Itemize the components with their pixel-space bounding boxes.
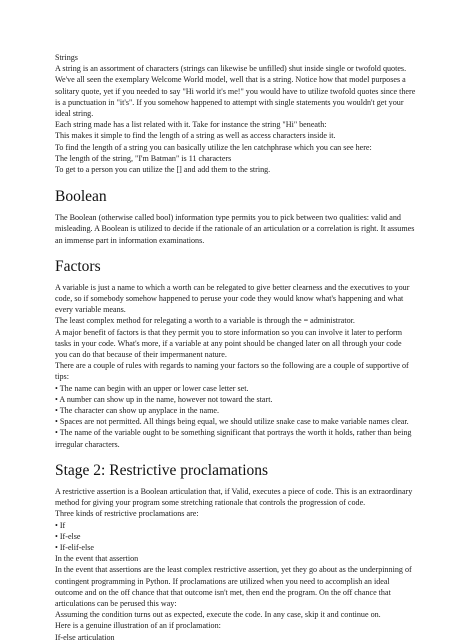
text-line: The length of the string, "I'm Batman" is 11 characters: [55, 153, 232, 163]
text-line: The Boolean (otherwise called bool) information type permits you to pick between two qualities: valid and: [55, 213, 401, 223]
text-line: ideal string.: [55, 109, 94, 119]
text-line: • If-elif-else: [55, 542, 95, 552]
text-line: tasks in your code. What's more, if a variable at any point should be changed later on all through your code: [55, 338, 402, 348]
text-line: articulations can be perused this way:: [55, 598, 177, 608]
text-line: contingent programming in Python. If proclamations are utilized when you need to accomplish an ideal: [55, 576, 390, 586]
strings-section: [55, 52, 425, 175]
text-line: A string is an assortment of characters (strings can likewise be unfilled) shut inside single or twofold quotes.: [55, 64, 407, 74]
boolean-heading: Boolean: [55, 188, 107, 206]
text-line: In the event that assertions are the least complex restrictive assertion, yet they go about as the underpinning of: [55, 565, 412, 575]
text-line: The least complex method for relegating a worth to a variable is through the = administrator.: [55, 316, 355, 326]
factors-heading: Factors: [55, 257, 101, 275]
stage2-body: [55, 486, 425, 643]
text-line: • Spaces are not permitted. All things being equal, we should utilize snake case to make variable names clear.: [55, 417, 409, 427]
factors-body: [55, 282, 425, 450]
text-line: code, so if somebody somehow happened to peruse your code they would know what's happening and what: [55, 294, 404, 304]
text-line: • If: [55, 520, 66, 530]
text-line: an immense part in information examinations.: [55, 235, 205, 245]
text-line: irregular characters.: [55, 439, 120, 449]
text-line: misleading. A Boolean is utilized to decide if the rationale of an articulation or a correlation is right. It assumes: [55, 224, 415, 234]
text-line: To find the length of a string you can basically utilize the len catchphrase which you can see here:: [55, 142, 372, 152]
text-line: To get to a person you can utilize the [] and add them to the string.: [55, 165, 271, 175]
text-line: tips:: [55, 372, 69, 382]
text-line: This makes it simple to find the length of a string as well as access characters inside it.: [55, 131, 336, 141]
stage2-section: [55, 462, 425, 643]
factors-section: [55, 258, 425, 450]
text-line: • A number can show up in the name, however not toward the start.: [55, 394, 273, 404]
text-line: If-else articulation: [55, 632, 115, 642]
document-page: [55, 52, 425, 643]
boolean-section: [55, 188, 425, 246]
strings-body: [55, 63, 425, 175]
text-line: We've all seen the exemplary Welcome World model, well that is a string. Notice how that model purposes a: [55, 75, 406, 85]
stage2-heading: Stage 2: Restrictive proclamations: [55, 461, 269, 479]
text-line: solitary quote, yet if you needed to say "Hi world it's me!" you would have to utilize twofold quotes since there: [55, 86, 416, 96]
text-line: A variable is just a name to which a worth can be relegated to give better clearness and the executives to your: [55, 282, 410, 292]
text-line: • The character can show up anyplace in the name.: [55, 406, 220, 416]
text-line: A restrictive assertion is a Boolean articulation that, if Valid, executes a piece of code. This is an extraordinary: [55, 486, 413, 496]
text-line: There are a couple of rules with regards to naming your factors so the following are a couple of supportive of: [55, 361, 409, 371]
text-line: In the event that assertion: [55, 554, 139, 564]
text-line: Three kinds of restrictive proclamations are:: [55, 509, 199, 519]
boolean-body: [55, 212, 425, 246]
text-line: Here is a genuine illustration of an if proclamation:: [55, 621, 221, 631]
text-line: every variable means.: [55, 305, 126, 315]
strings-heading: Strings: [55, 53, 78, 62]
text-line: outcome and on the off chance that that outcome isn't met, then end the program. On the off chance that: [55, 587, 391, 597]
text-line: you can do that because of their impermanent nature.: [55, 350, 227, 360]
text-line: • The name of the variable ought to be something significant that portrays the worth it holds, rather than being: [55, 428, 412, 438]
text-line: A major benefit of factors is that they permit you to store information so you can involve it later to perform: [55, 327, 403, 337]
text-line: method for giving your program some stretching rationale that controls the progression of code.: [55, 498, 366, 508]
text-line: Each string made has a list related with it. Take for instance the string "Hi" beneath:: [55, 120, 327, 130]
text-line: Assuming the condition turns out as expected, execute the code. In any case, skip it and continue on.: [55, 610, 381, 620]
text-line: is a punctuation in "it's". If you somehow happened to attempt with single statements you wouldn't get your: [55, 97, 404, 107]
text-line: • The name can begin with an upper or lower case letter set.: [55, 383, 249, 393]
text-line: • If-else: [55, 531, 81, 541]
